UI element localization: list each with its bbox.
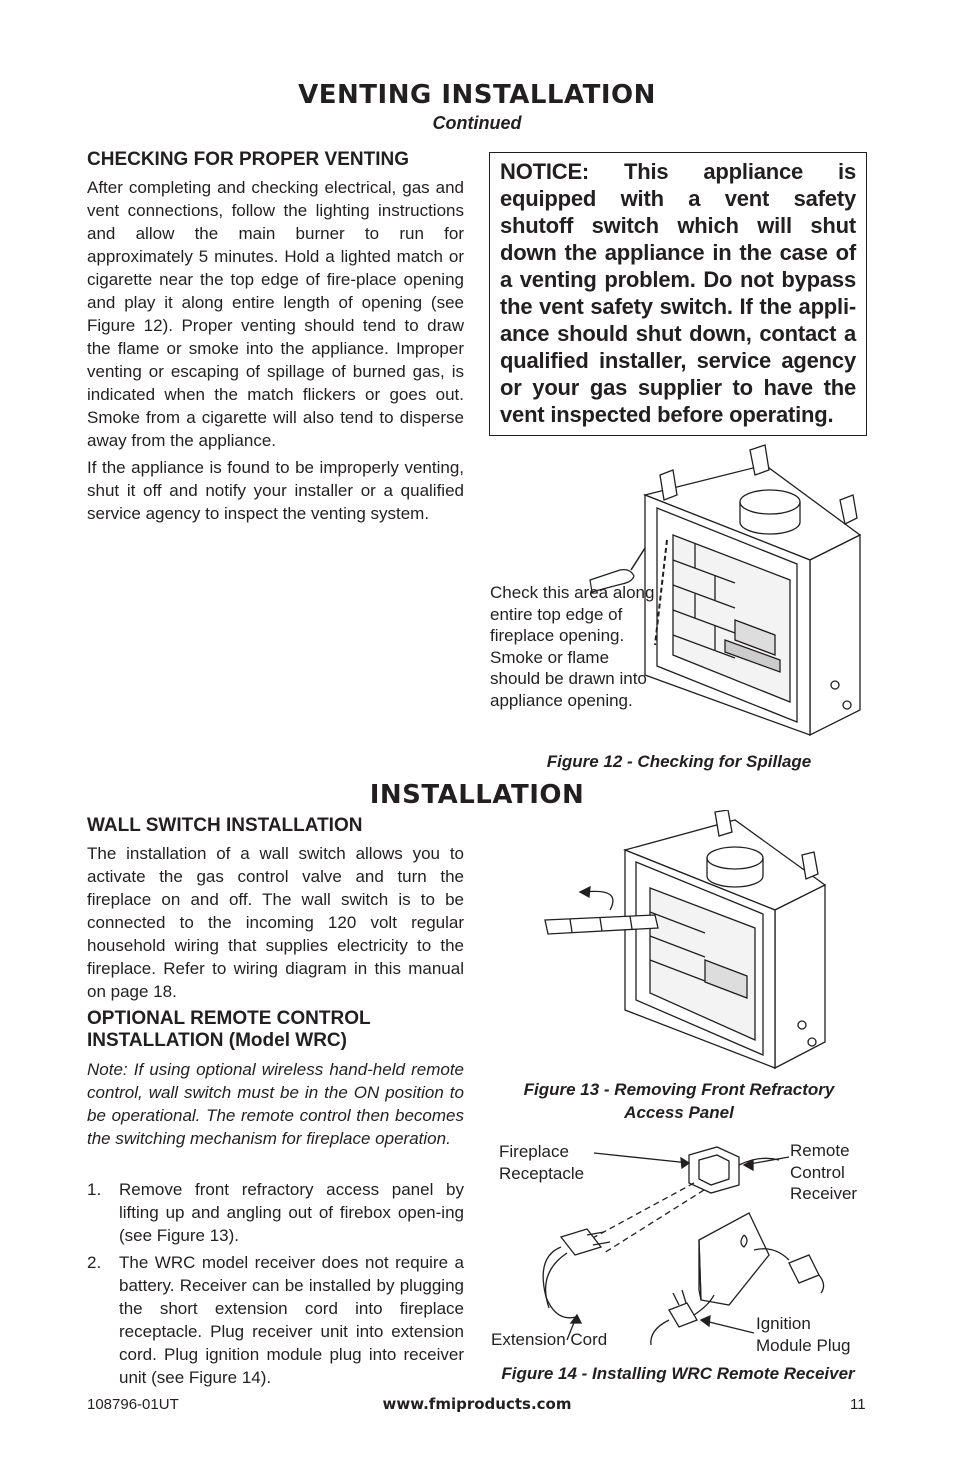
- checking-para-1: After completing and checking electrical, gas and vent connections, follow the lighting instructions and allow the main burner to run for approximately 5 minutes. Hold a lighted match or cigarette near the top edge of fire-place opening and play it along entire length of opening (see Figure 12). Proper venting should tend to draw the flame or smoke into the appliance. Improper venting or escaping of spillage of burned gas, is indicated when the match flickers or goes out. Smoke from a cigarette will also tend to disperse away from the appliance.: [87, 178, 464, 450]
- label-remote-receiver: [790, 1140, 857, 1205]
- label-receptacle-line-2: Receptacle: [499, 1163, 585, 1183]
- label-ignition-plug: [756, 1313, 851, 1356]
- figure-14-caption: Figure 14 - Installing WRC Remote Receiver: [501, 1364, 855, 1383]
- label-fireplace-receptacle: [499, 1141, 584, 1184]
- wall-switch-text: The installation of a wall switch allows you to activate the gas control valve and turn the fireplace on and off. The wall switch is to be connected to the incoming 120 volt regular household wiring that supplies electricity to the fireplace. Refer to wiring diagram in this manual on page 18.: [87, 844, 464, 1001]
- figure-13-caption: [489, 1078, 869, 1124]
- wall-switch-heading: WALL SWITCH INSTALLATION: [87, 815, 363, 836]
- label-remote-line-1: Remote: [790, 1141, 850, 1160]
- list-item: [87, 1251, 464, 1389]
- label-remote-line-3: Receiver: [790, 1184, 858, 1203]
- checking-heading: CHECKING FOR PROPER VENTING: [87, 149, 409, 170]
- website-link[interactable]: www.fmiproducts.com: [382, 1395, 572, 1413]
- step-number: 2.: [87, 1253, 102, 1272]
- page-number: 11: [850, 1396, 866, 1413]
- page-title: VENTING INSTALLATION: [298, 80, 656, 110]
- notice-box: NOTICE: This appliance is equipped with a vent safety shutoff switch which will shut down the appliance in the case of a venting problem. Do not bypass the vent safety switch. If the appli-ance should shut down, contact a qualified installer, service agency or your gas supplier to have the vent inspected before operating.: [489, 152, 867, 436]
- label-receptacle-line-1: Fireplace: [499, 1142, 569, 1161]
- label-extension-cord: Extension Cord: [491, 1330, 608, 1349]
- label-ignition-line-2: Module Plug: [756, 1335, 851, 1355]
- remote-heading-line-1: OPTIONAL REMOTE CONTROL: [87, 1008, 371, 1029]
- label-ignition-line-1: Ignition: [756, 1314, 811, 1333]
- remote-note: Note: If using optional wireless hand-held remote control, wall switch must be in the ON position to be operational. The remote control then becomes the switching mechanism for fireplace operation.: [87, 1060, 464, 1148]
- installation-title: INSTALLATION: [369, 780, 585, 810]
- remote-heading-line-2: INSTALLATION (Model WRC): [87, 1030, 347, 1051]
- figure-13-caption-line-1: Figure 13 - Removing Front Refractory: [523, 1080, 835, 1099]
- step-text: The WRC model receiver does not require a battery. Receiver can be installed by plugging the short extension cord into fireplace receptacle. Plug receiver unit into extension cord. Plug ignition module plug into receiver unit (see Figure 14).: [119, 1253, 464, 1387]
- page-subtitle: Continued: [432, 113, 522, 133]
- label-remote-line-2: Control: [790, 1162, 845, 1182]
- checking-para-2: If the appliance is found to be improperly venting, shut it off and notify your installer or a qualified service agency to inspect the venting system.: [87, 458, 464, 523]
- figure-12-callout: Check this area along entire top edge of fireplace opening. Smoke or flame should be drawn into appliance opening.: [490, 583, 655, 710]
- step-number: 1.: [87, 1180, 102, 1199]
- list-item: [87, 1178, 464, 1247]
- step-text: Remove front refractory access panel by lifting up and angling out of firebox open-ing (see Figure 13).: [119, 1180, 464, 1245]
- doc-number: 108796-01UT: [87, 1396, 179, 1413]
- checking-section: [87, 176, 464, 525]
- remote-heading: [87, 1008, 371, 1052]
- figure-13-caption-line-2: Access Panel: [624, 1103, 734, 1122]
- install-steps: [87, 1178, 464, 1389]
- figure-13-illustration: [540, 810, 840, 1075]
- figure-12-caption: Figure 12 - Checking for Spillage: [546, 752, 812, 771]
